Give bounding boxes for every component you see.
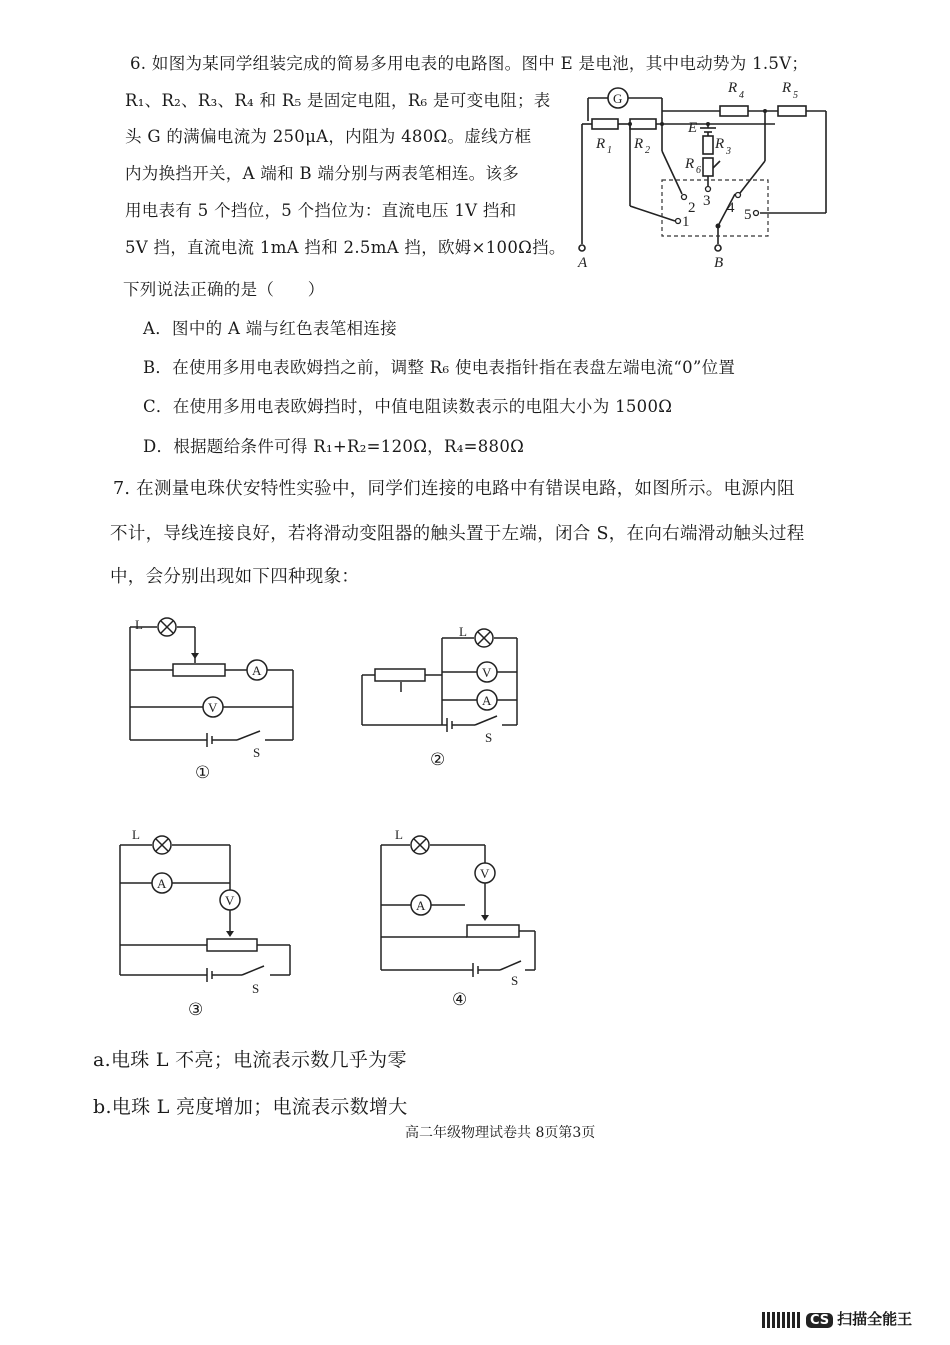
c2-lamp-label: L [459,624,467,639]
phenomenon-b: b.电珠 L 亮度增加；电流表示数增大 [93,1096,408,1118]
q7-line-2: 不计，导线连接良好，若将滑动变阻器的触头置于左端，闭合 S，在向右端滑动触头过程 [110,524,805,544]
galvanometer-label: G [613,91,623,106]
terminal-2: 2 [688,200,696,216]
r6-sub: 6 [696,165,701,176]
c4-voltmeter-label: V [480,866,490,881]
r4-label: R [728,80,738,96]
r1-sub: 1 [607,145,612,156]
r6-label: R [685,156,695,172]
circuit-4-caption: ④ [452,990,468,1010]
r5-sub: 5 [793,90,798,101]
r3-sub: 3 [726,146,731,157]
c4-lamp-label: L [395,827,403,842]
r5-label: R [782,80,792,96]
r4-sub: 4 [739,90,744,101]
c3-switch-label: S [252,981,260,996]
circuit-3 [112,825,302,995]
c1-ammeter-label: A [252,663,262,678]
multimeter-circuit-diagram [570,76,840,276]
scanner-watermark [762,1308,912,1329]
c4-switch-label: S [511,973,519,988]
c1-switch-label: S [253,745,261,760]
q6-option-d: D．根据题给条件可得 R₁+R₂=120Ω，R₄=880Ω [143,437,525,456]
r3-label: R [715,136,725,152]
phenomenon-a: a.电珠 L 不亮；电流表示数几乎为零 [93,1049,407,1071]
q6-line-6: 5V 挡，直流电流 1mA 挡和 2.5mA 挡，欧姆×100Ω挡。 [125,238,566,257]
c4-ammeter-label: A [416,898,426,913]
qr-code-icon [762,1312,802,1328]
battery-e-label: E [688,120,698,136]
q6-option-c: C．在使用多用电表欧姆挡时，中值电阻读数表示的电阻大小为 1500Ω [143,397,673,416]
terminal-3: 3 [703,193,711,209]
c2-ammeter-label: A [482,693,492,708]
circuit-3-caption: ③ [188,1000,204,1020]
terminal-5: 5 [744,207,752,223]
circuit-2-caption: ② [430,750,446,770]
terminal-4: 4 [727,200,735,216]
q6-line-5: 用电表有 5 个挡位，5 个挡位为：直流电压 1V 挡和 [125,201,517,220]
page-footer: 高二年级物理试卷共 8页第3页 [405,1125,596,1141]
q6-line-1: 6. 如图为某同学组装完成的简易多用电表的电路图。图中 E 是电池，其中电动势为 1.5V； [130,54,809,73]
q7-line-3: 中，会分别出现如下四种现象： [110,567,360,587]
q7-line-1: 7. 在测量电珠伏安特性实验中，同学们连接的电路中有错误电路，如图所示。电源内阻 [113,479,795,499]
c1-lamp-label: L [135,617,143,632]
q6-line-2: R₁、R₂、R₃、R₄ 和 R₅ 是固定电阻，R₆ 是可变电阻；表 [125,91,551,110]
c2-voltmeter-label: V [482,665,492,680]
circuit-2 [357,620,537,750]
q6-option-b: B．在使用多用电表欧姆挡之前，调整 R₆ 使电表指针指在表盘左端电流“0”位置 [143,358,736,377]
terminal-1: 1 [682,214,690,230]
q6-option-a: A．图中的 A 端与红色表笔相连接 [143,319,397,338]
q6-line-7: 下列说法正确的是（ ） [123,280,325,299]
c3-lamp-label: L [132,827,140,842]
circuit-1-caption: ① [195,763,211,783]
cs-logo-icon: CS [806,1313,833,1328]
r1-label: R [596,136,606,152]
q6-line-3: 头 G 的满偏电流为 250μA，内阻为 480Ω。虚线方框 [125,127,532,146]
c3-ammeter-label: A [157,876,167,891]
watermark-text: 扫描全能王 [837,1310,913,1328]
r2-label: R [634,136,644,152]
circuit-1 [125,615,305,760]
terminal-a-label: A [578,255,588,271]
c3-voltmeter-label: V [225,893,235,908]
r2-sub: 2 [645,145,650,156]
terminal-b-label: B [714,255,724,271]
c2-switch-label: S [485,730,493,745]
q6-line-4: 内为换挡开关，A 端和 B 端分别与两表笔相连。该多 [125,164,520,183]
c1-voltmeter-label: V [208,700,218,715]
circuit-4 [375,825,575,988]
